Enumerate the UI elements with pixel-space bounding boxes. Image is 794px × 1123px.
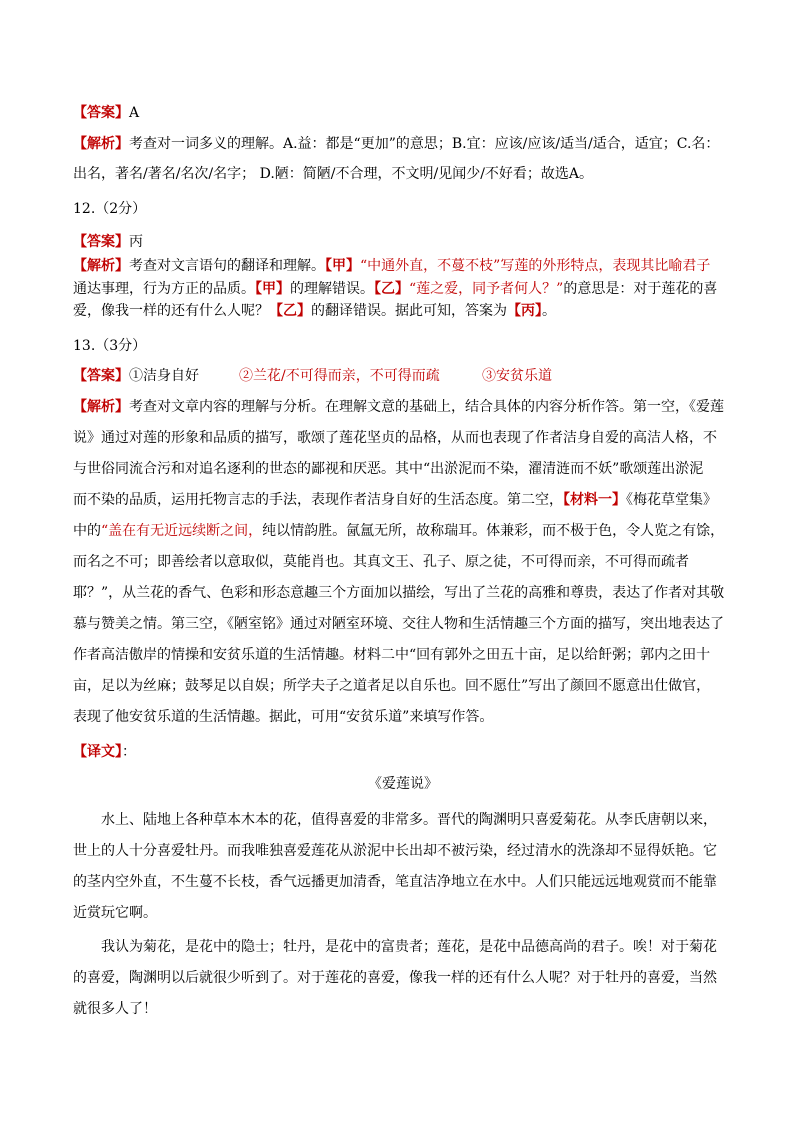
q12-analysis-line-2 xyxy=(73,280,733,298)
analysis-tag: 【解析】 xyxy=(73,399,129,415)
q13-heading: 13.（3分） xyxy=(73,338,147,354)
q13-text: 中的 xyxy=(73,523,101,539)
q11-answer: A xyxy=(129,105,140,121)
answer-tag: 【答案】 xyxy=(73,368,129,384)
q11-analysis-line-2: 出名，著名/著名/名次/名字； D.陋：简陋/不合理，不文明/见闻少/不好看；故选A。 xyxy=(73,166,594,182)
tag-jia: 【甲】 xyxy=(325,258,360,274)
analysis-tag: 【解析】 xyxy=(73,258,129,274)
tag-material-1: 【材料一】 xyxy=(563,492,626,508)
q12-text: 考查对文言语句的翻译和理解。 xyxy=(129,258,325,274)
translation-p1-line-4: 近赏玩它啊。 xyxy=(73,905,157,921)
q13-text: 考查对文章内容的理解与分析。在理解文意的基础上，结合具体的内容分析作答。第一空，《爱莲 xyxy=(129,399,724,415)
tag-bing: 【丙】 xyxy=(507,303,542,319)
q13-answer-3: ③安贫乐道 xyxy=(482,368,552,384)
translation-p2-line-3: 就很多人了！ xyxy=(73,1001,157,1017)
q13-analysis-line-1 xyxy=(73,398,733,416)
translation-p2-line-1: 我认为菊花，是花中的隐士；牡丹，是花中的富贵者；莲花，是花中品德高尚的君子。唉！对于菊花 xyxy=(101,939,717,955)
q12-text: 的翻译错误。据此可知，答案为 xyxy=(311,303,507,319)
q12-answer: 丙 xyxy=(129,234,143,250)
q12-analysis-line-3 xyxy=(73,302,733,320)
analysis-tag: 【解析】 xyxy=(73,136,129,152)
translation-p1-line-2: 世上的人十分喜爱牡丹。而我唯独喜爱莲花从淤泥中长出却不被污染，经过清水的洗涤却不显得妖艳。它 xyxy=(73,843,717,859)
q12-text: 的意思是：对于莲花的喜 xyxy=(563,281,718,297)
translation-colon: ： xyxy=(122,744,136,760)
q13-analysis-line-7: 耶？”，从兰花的香气、色彩和形态意趣三个方面加以描绘，写出了兰花的高雅和尊贵，表达了作者对其敬 xyxy=(73,585,725,601)
translation-p2-line-2: 的喜爱，陶渊明以后就很少听到了。对于莲花的喜爱，像我一样的还有什么人呢？对于牡丹的喜爱，当然 xyxy=(73,970,717,986)
q13-analysis-line-6: 而名之不可；即善绘者以意取似，莫能肖也。其真文王、孔子、原之徒，不可得而亲，不可得而疏者 xyxy=(73,554,689,570)
q13-text: 纯以情韵胜。氤氲无所，故称瑞耳。体兼彩，而不极于色，令人览之有馀， xyxy=(262,523,725,539)
q13-quote: “盖在有无近远续断之间， xyxy=(101,523,263,539)
q12-text: 通达事理，行为方正的品质。 xyxy=(73,281,255,297)
answer-tag: 【答案】 xyxy=(73,105,129,121)
q13-analysis-line-9: 作者高洁傲岸的情操和安贫乐道的生活情趣。材料二中“回有郭外之田五十亩，足以给飦粥；郭内之田十 xyxy=(73,647,711,663)
q11-analysis-line-1 xyxy=(73,135,733,153)
tag-jia: 【甲】 xyxy=(255,281,290,297)
q13-analysis-line-5 xyxy=(73,522,733,540)
answer-tag: 【答案】 xyxy=(73,234,129,250)
q12-heading: 12.（2分） xyxy=(73,201,147,217)
translation-tag-line xyxy=(73,743,733,761)
q13-text: 而不染的品质，运用托物言志的手法，表现作者洁身自好的生活态度。第二空， xyxy=(73,492,563,508)
q13-text: 《梅花草堂集》 xyxy=(626,492,717,508)
translation-p1-line-1: 水上、陆地上各种草本木本的花，值得喜爱的非常多。晋代的陶渊明只喜爱菊花。从李氏唐朝以来， xyxy=(101,812,717,828)
translation-title: 《爱莲说》 xyxy=(368,776,438,792)
q13-analysis-line-4 xyxy=(73,491,733,509)
q12-text: 的理解错误。 xyxy=(290,281,374,297)
tag-yi: 【乙】 xyxy=(269,303,311,319)
q12-analysis-line-1 xyxy=(73,257,733,275)
q13-answer-line xyxy=(73,367,733,385)
q13-analysis-line-2: 说》通过对莲的形象和品质的描写，歌颂了莲花坚贞的品格，从而也表现了作者洁身自爱的高洁人格，不 xyxy=(73,430,717,446)
translation-tag: 【译文】 xyxy=(73,744,122,760)
q12-quote-2: “莲之爱，同予者何人？” xyxy=(409,281,564,297)
translation-p1-line-3: 的茎内空外直，不生蔓不长枝，香气远播更加清香，笔直洁净地立在水中。人们只能远远地观赏而不能靠 xyxy=(73,874,717,890)
q11-answer-line xyxy=(73,104,733,122)
q11-analysis-text-1: 考查对一词多义的理解。A.益：都是“更加”的意思；B.宜：应该/应该/适当/适合，适宜；C.名： xyxy=(129,136,720,152)
q12-text: 。 xyxy=(542,303,556,319)
tag-yi: 【乙】 xyxy=(374,281,409,297)
q12-quote-1: “中通外直，不蔓不枝”写莲的外形特点，表现其比喻君子 xyxy=(360,258,711,274)
q12-text: 爱，像我一样的还有什么人呢？ xyxy=(73,303,269,319)
q13-analysis-line-8: 慕与赞美之情。第三空，《陋室铭》通过对陋室环境、交往人物和生活情趣三个方面的描写，突出地表达了 xyxy=(73,616,724,632)
q13-analysis-line-3: 与世俗同流合污和对追名逐利的世态的鄙视和厌恶。其中“出淤泥而不染，濯清涟而不妖”歌颂莲出淤泥 xyxy=(73,461,704,477)
q13-analysis-line-11: 表现了他安贫乐道的生活情趣。据此，可用“安贫乐道”来填写作答。 xyxy=(73,709,494,725)
q13-analysis-line-10: 亩，足以为丝麻；鼓琴足以自娱；所学夫子之道者足以自乐也。回不愿仕”写出了颜回不愿意出仕做官， xyxy=(73,678,711,694)
q13-answer-1: ①洁身自好 xyxy=(129,368,199,384)
q13-answer-2: ②兰花/不可得而亲，不可得而疏 xyxy=(239,368,440,384)
q12-answer-line xyxy=(73,233,733,251)
